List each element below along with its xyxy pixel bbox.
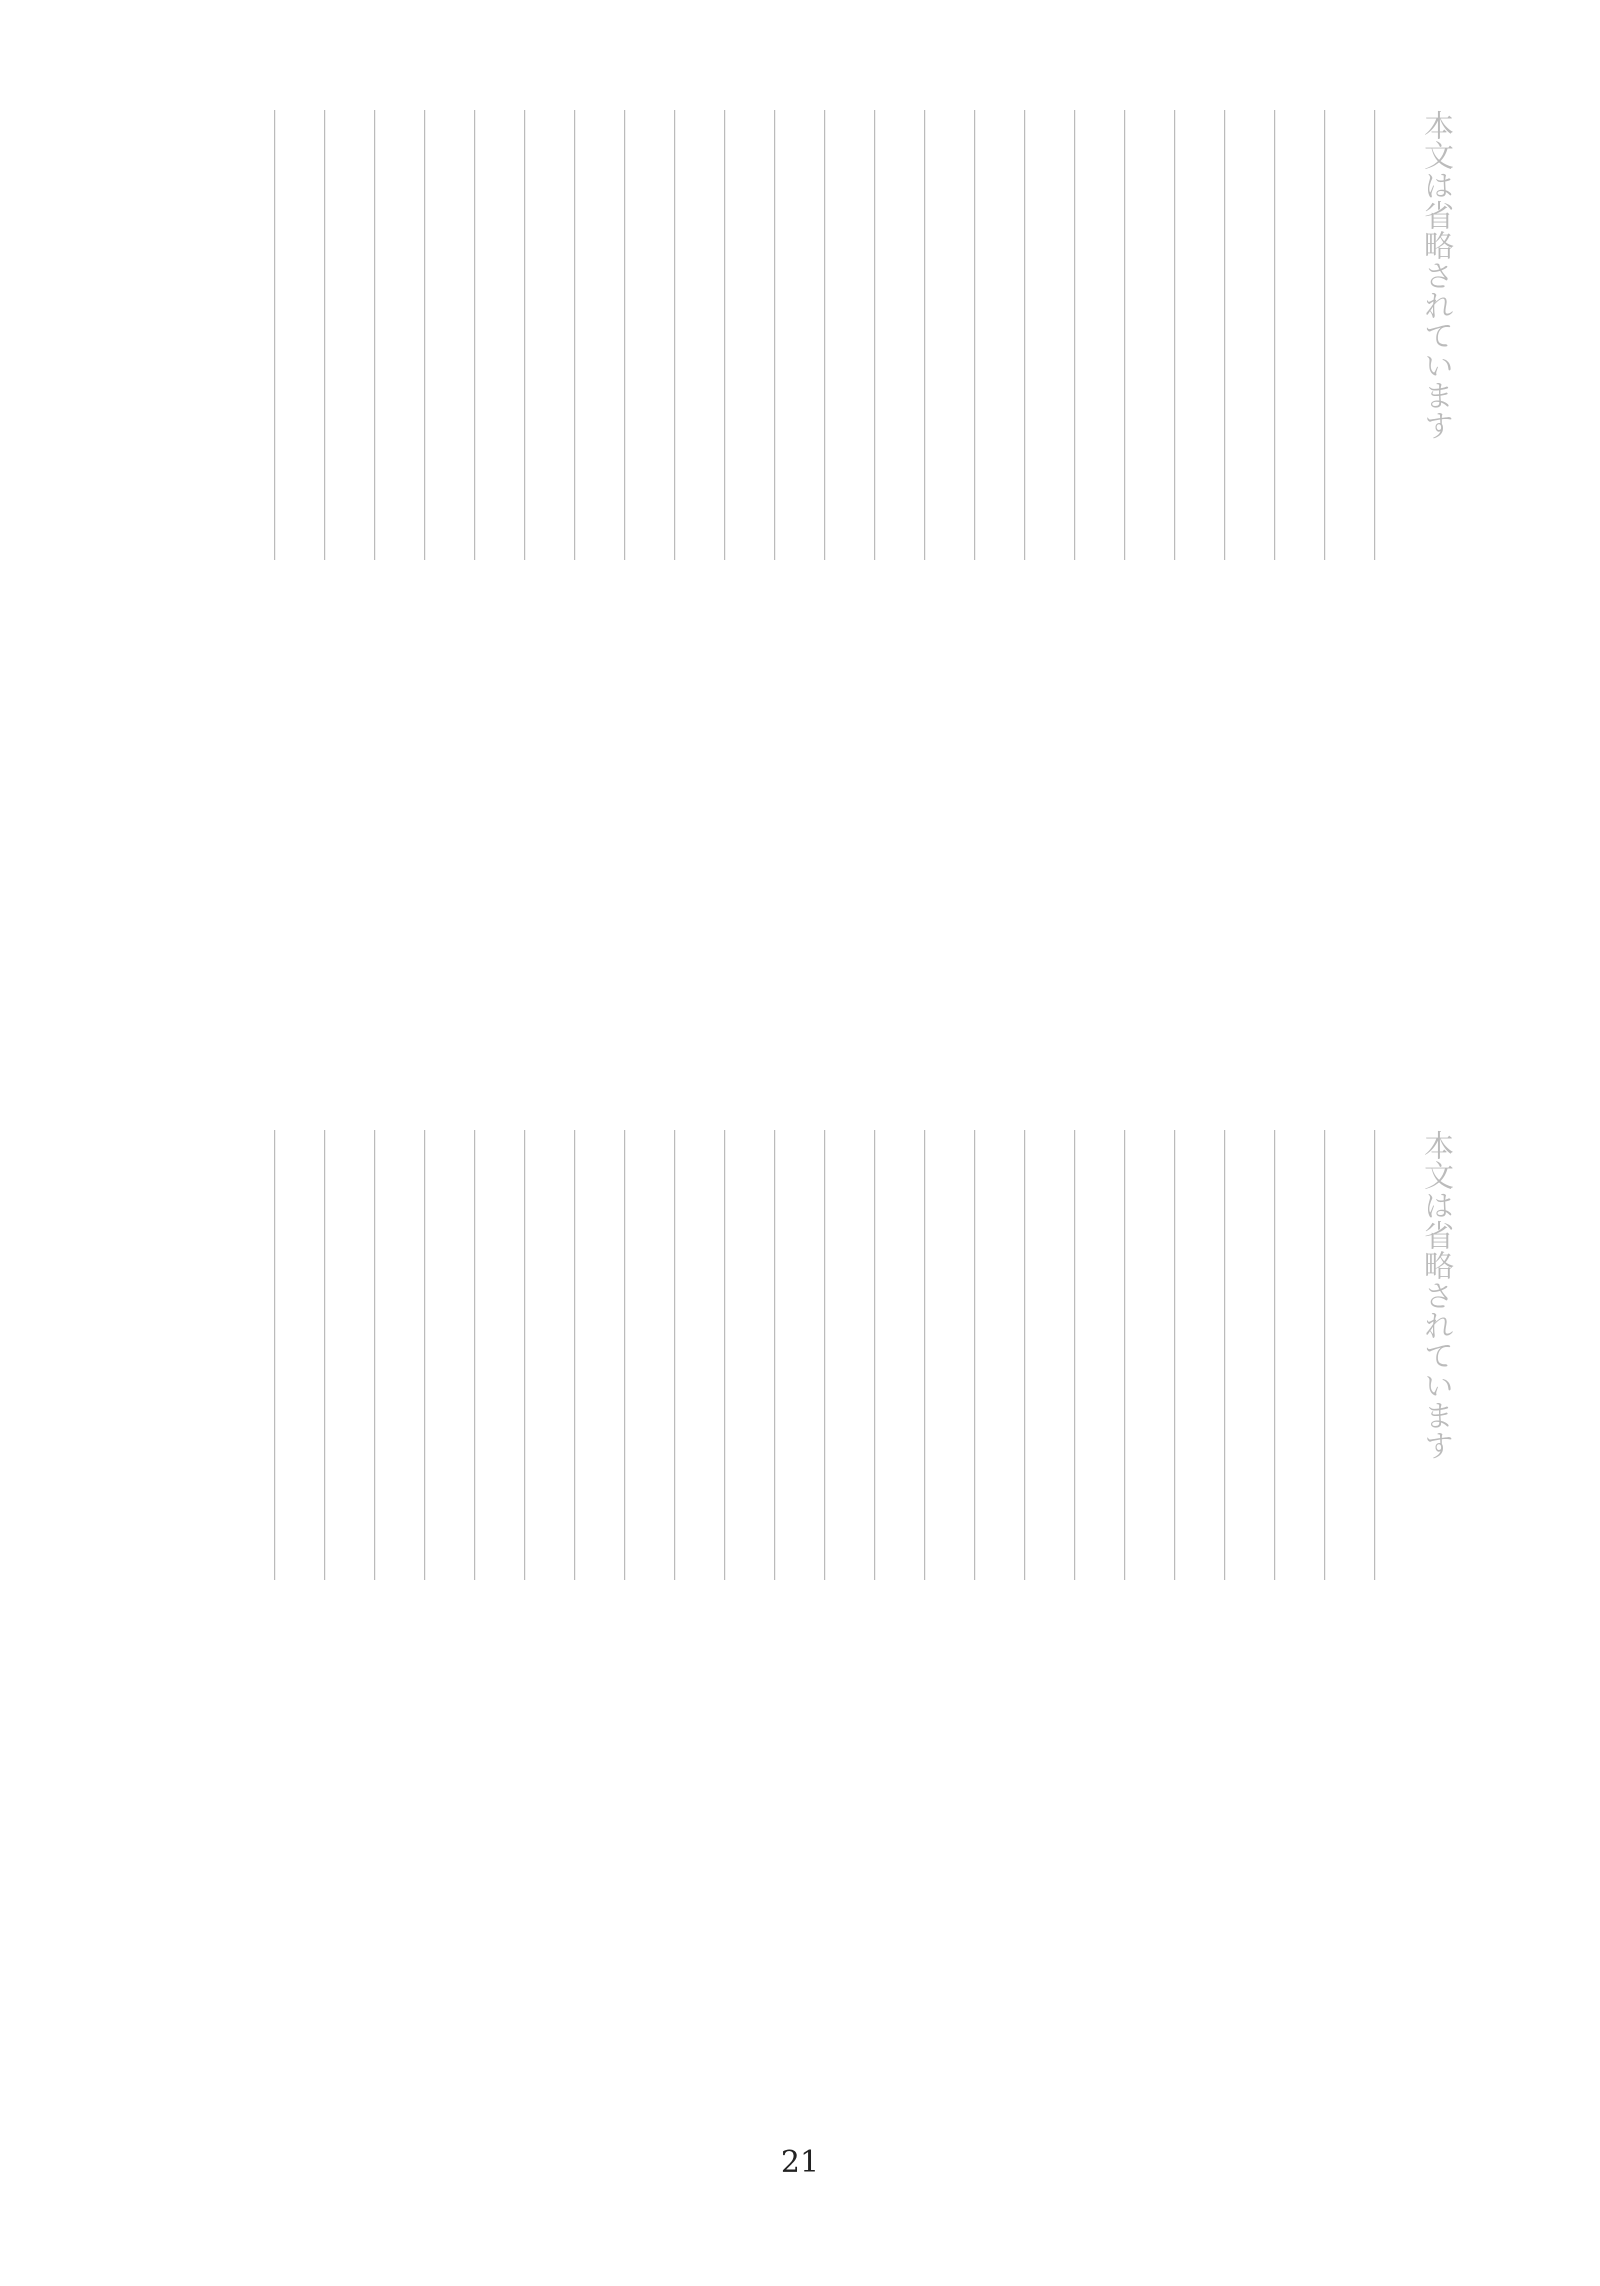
text-column-placeholder: ＿＿＿＿＿＿＿＿＿＿＿＿＿＿＿ [718,110,753,560]
upper-text-block [140,110,1460,1030]
text-column-placeholder: ＿＿＿＿＿＿＿＿＿＿＿＿＿＿＿ [268,1130,303,1580]
text-column-placeholder: ＿＿＿＿＿＿＿＿＿＿＿＿＿＿＿ [1168,1130,1203,1580]
text-column-placeholder: ＿＿＿＿＿＿＿＿＿＿＿＿＿＿＿ [968,110,1003,560]
text-column-placeholder: ＿＿＿＿＿＿＿＿＿＿＿＿＿＿＿ [518,110,553,560]
text-column-placeholder: ＿＿＿＿＿＿＿＿＿＿＿＿＿＿＿ [818,110,853,560]
text-column-placeholder: ＿＿＿＿＿＿＿＿＿＿＿＿＿＿＿ [618,1130,653,1580]
text-column-placeholder: ＿＿＿＿＿＿＿＿＿＿＿＿＿＿＿ [418,1130,453,1580]
lower-text-block [140,1130,1460,2050]
text-column-placeholder: ＿＿＿＿＿＿＿＿＿＿＿＿＿＿＿ [718,1130,753,1580]
text-column-placeholder: ＿＿＿＿＿＿＿＿＿＿＿＿＿＿＿ [468,1130,503,1580]
text-column-placeholder: ＿＿＿＿＿＿＿＿＿＿＿＿＿＿＿ [268,110,303,560]
text-column-placeholder: ＿＿＿＿＿＿＿＿＿＿＿＿＿＿＿ [1068,1130,1103,1580]
text-column-placeholder: ＿＿＿＿＿＿＿＿＿＿＿＿＿＿＿ [668,110,703,560]
text-column-placeholder: ＿＿＿＿＿＿＿＿＿＿＿＿＿＿＿ [918,1130,953,1580]
text-column-placeholder: ＿＿＿＿＿＿＿＿＿＿＿＿＿＿＿ [768,1130,803,1580]
text-column-placeholder: ＿＿＿＿＿＿＿＿＿＿＿＿＿＿＿ [618,110,653,560]
text-column-placeholder: ＿＿＿＿＿＿＿＿＿＿＿＿＿＿＿ [768,110,803,560]
text-column-placeholder: ＿＿＿＿＿＿＿＿＿＿＿＿＿＿＿ [868,110,903,560]
text-column-placeholder: 本文は省略されています [1418,110,1453,440]
text-column-placeholder: ＿＿＿＿＿＿＿＿＿＿＿＿＿＿＿ [1018,110,1053,560]
text-column-placeholder: ＿＿＿＿＿＿＿＿＿＿＿＿＿＿＿ [368,1130,403,1580]
page-number: 21 [780,2145,820,2180]
text-column-placeholder: ＿＿＿＿＿＿＿＿＿＿＿＿＿＿＿ [1218,1130,1253,1580]
text-column-placeholder: ＿＿＿＿＿＿＿＿＿＿＿＿＿＿＿ [1118,1130,1153,1580]
text-column-placeholder: ＿＿＿＿＿＿＿＿＿＿＿＿＿＿＿ [1318,110,1353,560]
text-column-placeholder: ＿＿＿＿＿＿＿＿＿＿＿＿＿＿＿ [1218,110,1253,560]
text-column-placeholder: ＿＿＿＿＿＿＿＿＿＿＿＿＿＿＿ [1368,1130,1403,1580]
text-column-placeholder: ＿＿＿＿＿＿＿＿＿＿＿＿＿＿＿ [318,1130,353,1580]
text-column-placeholder: ＿＿＿＿＿＿＿＿＿＿＿＿＿＿＿ [968,1130,1003,1580]
text-column-placeholder: ＿＿＿＿＿＿＿＿＿＿＿＿＿＿＿ [868,1130,903,1580]
text-column-placeholder: ＿＿＿＿＿＿＿＿＿＿＿＿＿＿＿ [1268,1130,1303,1580]
text-column-placeholder: ＿＿＿＿＿＿＿＿＿＿＿＿＿＿＿ [318,110,353,560]
text-column-placeholder: ＿＿＿＿＿＿＿＿＿＿＿＿＿＿＿ [518,1130,553,1580]
text-column-placeholder: ＿＿＿＿＿＿＿＿＿＿＿＿＿＿＿ [1368,110,1403,560]
text-column-placeholder: ＿＿＿＿＿＿＿＿＿＿＿＿＿＿＿ [1018,1130,1053,1580]
text-column-placeholder: ＿＿＿＿＿＿＿＿＿＿＿＿＿＿＿ [368,110,403,560]
text-column-placeholder: ＿＿＿＿＿＿＿＿＿＿＿＿＿＿＿ [568,1130,603,1580]
text-column-placeholder: ＿＿＿＿＿＿＿＿＿＿＿＿＿＿＿ [668,1130,703,1580]
text-column-placeholder: ＿＿＿＿＿＿＿＿＿＿＿＿＿＿＿ [1118,110,1153,560]
text-column-placeholder: ＿＿＿＿＿＿＿＿＿＿＿＿＿＿＿ [468,110,503,560]
text-column-placeholder: ＿＿＿＿＿＿＿＿＿＿＿＿＿＿＿ [418,110,453,560]
text-column-placeholder: ＿＿＿＿＿＿＿＿＿＿＿＿＿＿＿ [1068,110,1103,560]
text-column-placeholder: 本文は省略されています [1418,1130,1453,1460]
text-column-placeholder: ＿＿＿＿＿＿＿＿＿＿＿＿＿＿＿ [818,1130,853,1580]
text-column-placeholder: ＿＿＿＿＿＿＿＿＿＿＿＿＿＿＿ [1268,110,1303,560]
text-column-placeholder: ＿＿＿＿＿＿＿＿＿＿＿＿＿＿＿ [568,110,603,560]
text-column-placeholder: ＿＿＿＿＿＿＿＿＿＿＿＿＿＿＿ [918,110,953,560]
text-column-placeholder: ＿＿＿＿＿＿＿＿＿＿＿＿＿＿＿ [1168,110,1203,560]
text-column-placeholder: ＿＿＿＿＿＿＿＿＿＿＿＿＿＿＿ [1318,1130,1353,1580]
